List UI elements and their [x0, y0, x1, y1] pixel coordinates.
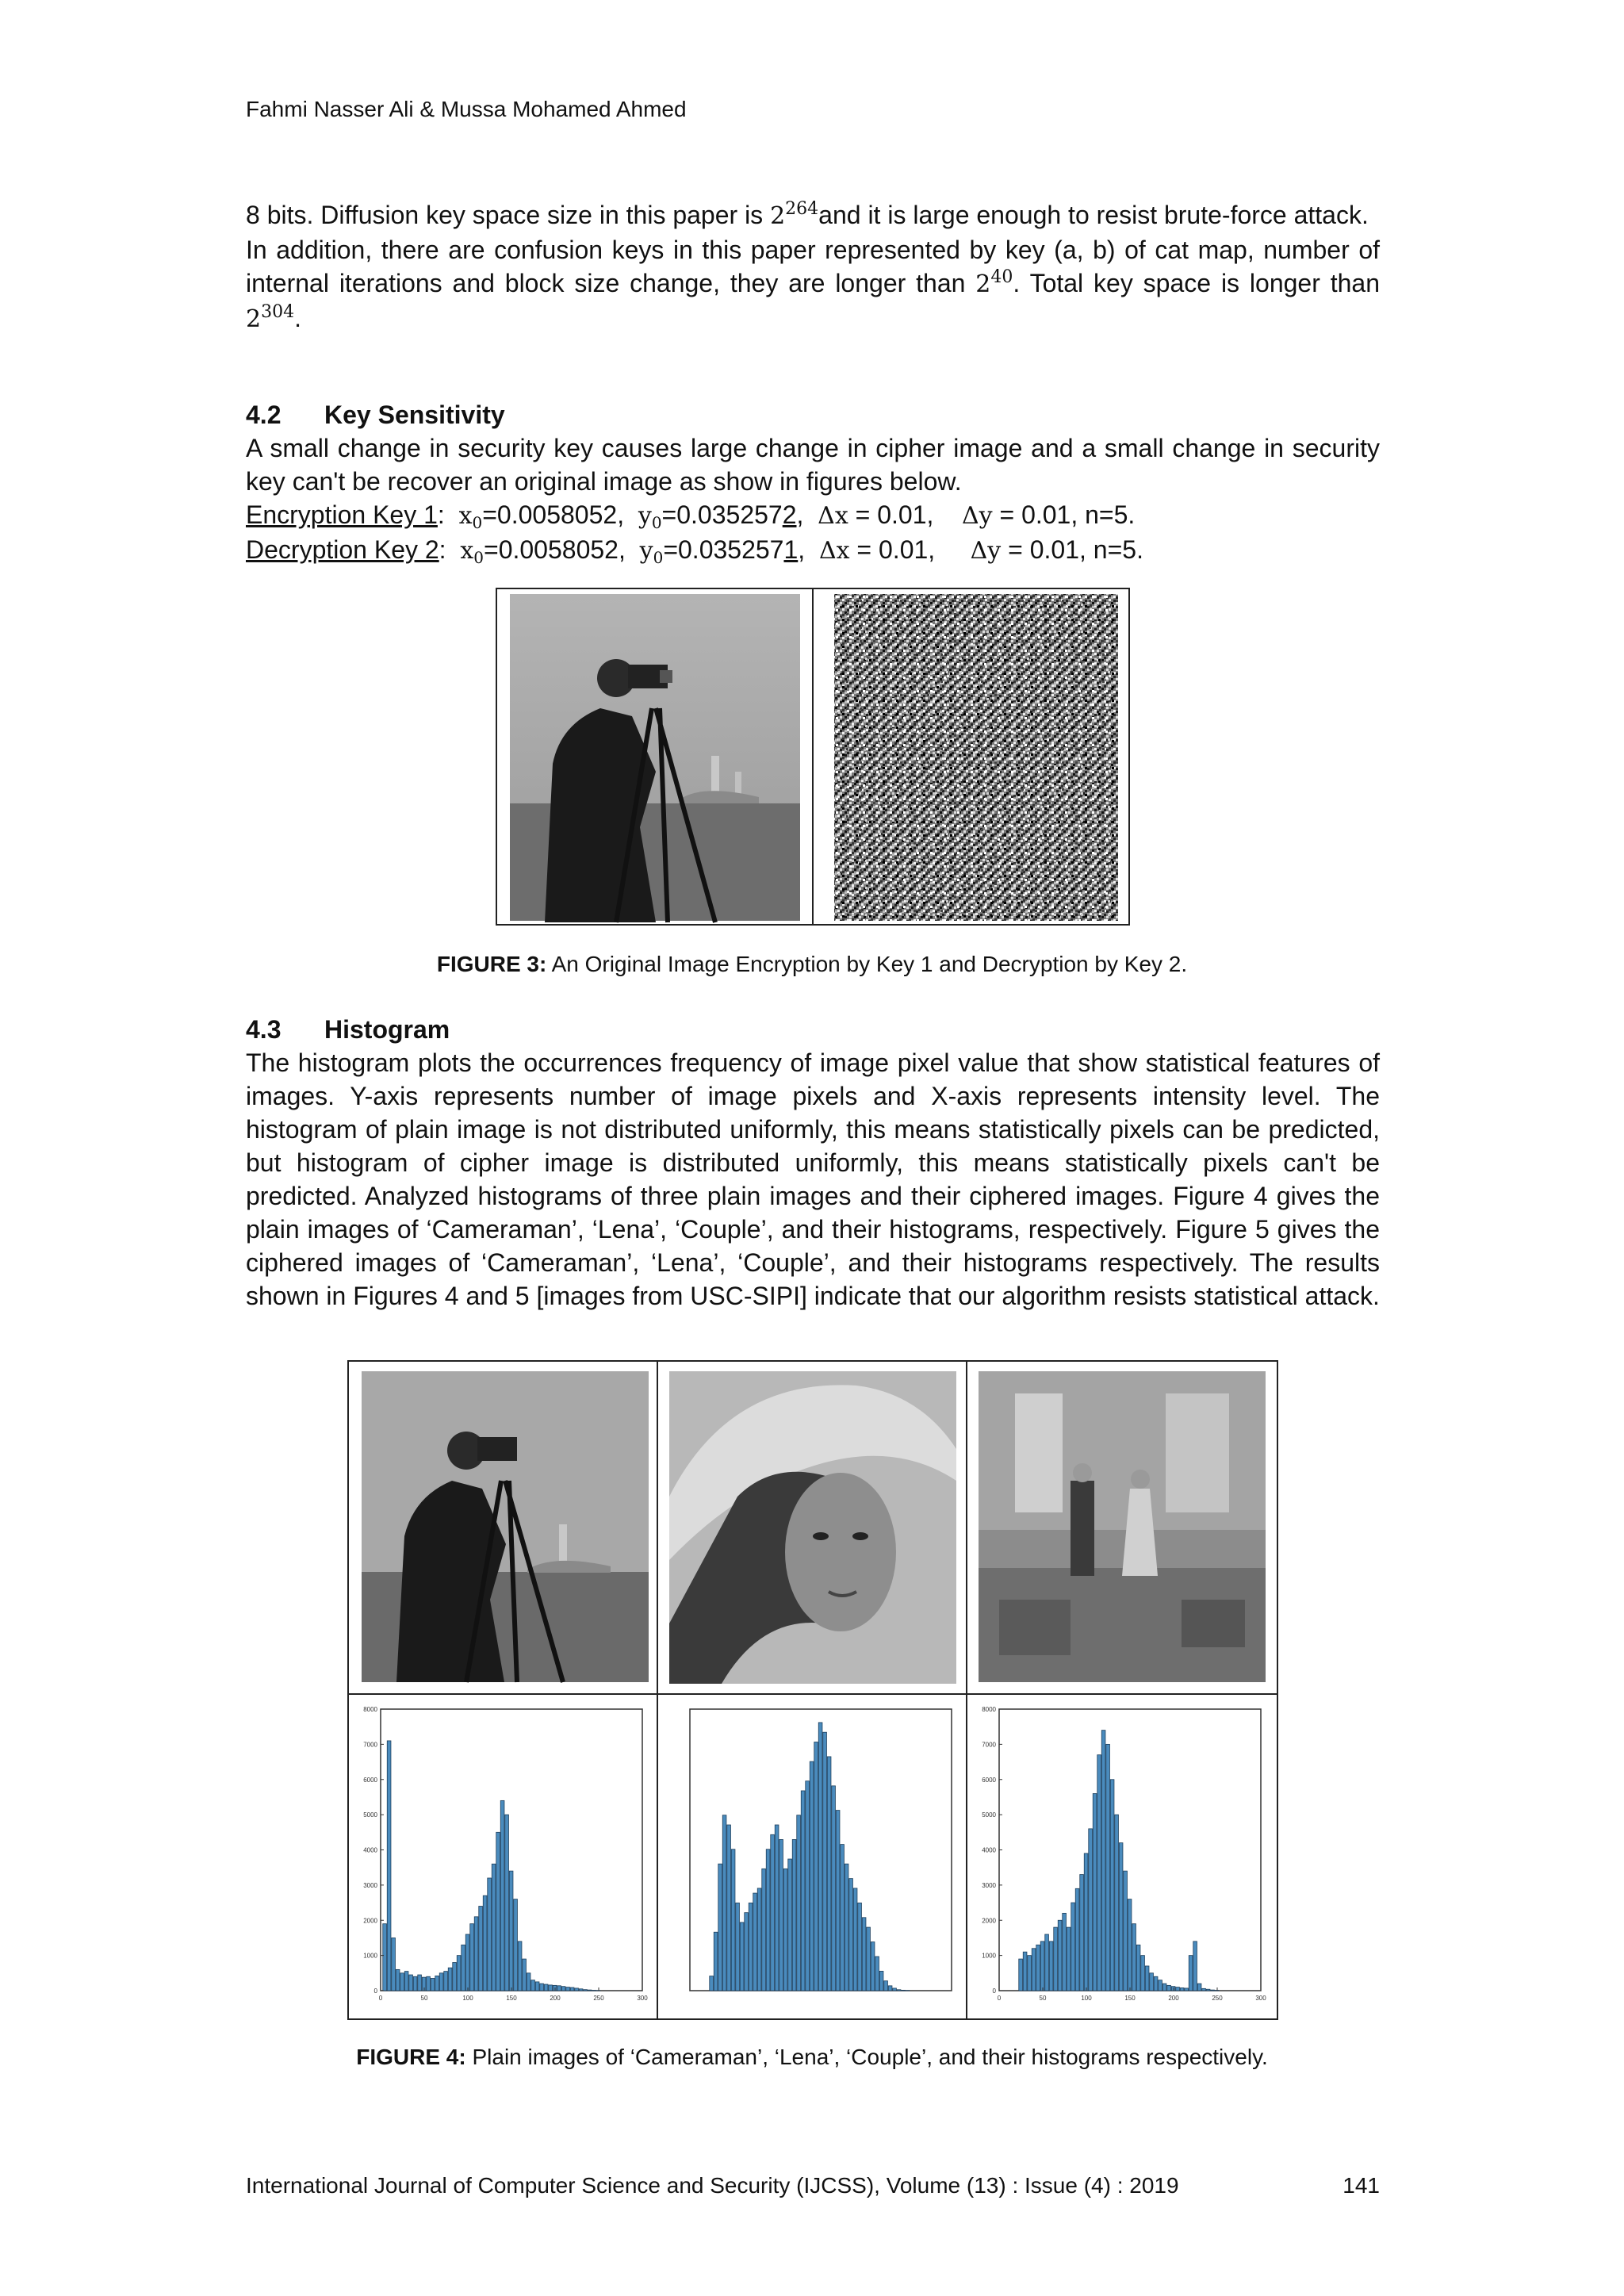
decryption-key-line: Decryption Key 2: $x_0=0.0058052$, $y_0=0.0352571$, Δx = 0.01, Δy = 0.01, n=5.	[246, 535, 1143, 567]
x-tick-label: 200	[550, 1995, 561, 2002]
math-var: Δx	[818, 502, 848, 530]
histogram-bar	[1075, 1888, 1079, 1991]
x-tick-label: 250	[593, 1995, 604, 2002]
lena-plain-image	[658, 1362, 967, 1695]
x-tick-label: 50	[420, 1995, 428, 2002]
math-exponent: 304	[261, 302, 295, 322]
histogram-bar	[540, 1984, 544, 1991]
math-base: 2	[246, 305, 262, 333]
y-tick-label: 8000	[982, 1706, 996, 1713]
section-body: The histogram plots the occurrences frequency of image pixel value that show statistical features of images. Y-axis represents number of image pixels and X-axis represents intensity level. The histogram of plain image is not distributed uniformly, this means statistically pixels can be predicted, but histogram of cipher image is distributed uniformly, this means statistically pixels can't be predicted. Analyzed histograms of three plain images and their ciphered images. Figure 4 gives the plain images of ‘Cameraman’, ‘Lena’, ‘Couple’, and their histograms, respectively. Figure 5 gives the ciphered images of ‘Cameraman’, ‘Lena’, ‘Couple’, and their histograms respectively. The results shown in Figures 4 and 5 [images from USC-SIPI] indicate that our algorithm resists statistical attack.	[246, 1048, 1380, 1310]
histogram-bar	[488, 1878, 492, 1991]
text-run: 8 bits. Diffusion key space size in this paper is	[246, 201, 771, 229]
histogram-bar	[1058, 1920, 1062, 1991]
y-tick-label: 4000	[982, 1846, 996, 1854]
cameraman-histogram	[349, 1695, 657, 2020]
histogram-bar	[1193, 1941, 1197, 1991]
histogram-bar	[448, 1968, 452, 1991]
y-tick-label: 1000	[363, 1952, 377, 1960]
histogram-bar	[431, 1978, 435, 1991]
caption-label: FIGURE 4:	[356, 2045, 466, 2069]
key-value: =0.0058052,	[482, 500, 625, 529]
key-changed-digit: 2	[782, 500, 797, 529]
histogram-bar	[797, 1815, 801, 1991]
histogram-bar	[710, 1976, 714, 1991]
y-tick-label: 0	[373, 1987, 377, 1995]
histogram-bar	[792, 1839, 796, 1991]
math-var: Δx	[818, 537, 850, 565]
histogram-bar	[1093, 1794, 1097, 1991]
histogram-bar	[745, 1913, 749, 1991]
histogram-bar	[392, 1938, 396, 1991]
section-number: 4.3	[246, 1015, 282, 1044]
histogram-bar	[740, 1922, 744, 1991]
lena-photo	[658, 1362, 966, 1693]
histogram-bar	[570, 1987, 574, 1991]
caption-text: An Original Image Encryption by Key 1 and Decryption by Key 2.	[546, 952, 1188, 976]
histogram-bar	[1054, 1927, 1058, 1991]
histogram-bar	[492, 1864, 496, 1991]
histogram-bar	[387, 1741, 391, 1991]
math-var: x	[460, 537, 474, 565]
figure-4	[347, 1360, 1278, 2020]
histogram-bar	[836, 1811, 840, 1991]
y-tick-label: 6000	[363, 1776, 377, 1784]
histogram-bar	[1032, 1949, 1036, 1991]
math-var: Δy	[961, 502, 993, 530]
histogram-bar	[845, 1864, 848, 1991]
key-label: Encryption Key 1	[246, 500, 438, 529]
histogram-bar	[731, 1849, 735, 1991]
histogram-bar	[1202, 1988, 1206, 1991]
histogram-bar	[1119, 1843, 1123, 1991]
histogram-bar	[1167, 1985, 1171, 1991]
math-var: y	[638, 502, 652, 530]
text-run: . Total key space is longer than	[1013, 269, 1381, 297]
histogram-bar	[753, 1893, 757, 1991]
y-tick-label: 3000	[982, 1881, 996, 1889]
math-base: 2	[770, 202, 786, 230]
histogram-bar	[575, 1988, 579, 1991]
histogram-bar	[1159, 1980, 1162, 1991]
x-tick-label: 100	[1081, 1995, 1092, 2002]
histogram-bar	[549, 1985, 553, 1991]
math-exponent: 40	[990, 267, 1013, 287]
histogram-bar	[418, 1975, 422, 1991]
noise-image	[814, 589, 1128, 924]
histogram-bar	[1211, 1990, 1215, 1991]
histogram-bar	[1106, 1744, 1110, 1991]
histogram-bar	[496, 1832, 500, 1991]
histogram-bar	[427, 1976, 431, 1991]
histogram-bar	[1150, 1973, 1154, 1991]
key-value: = 0.01,	[848, 500, 934, 529]
histogram-bar	[1084, 1853, 1088, 1991]
histogram-bar	[884, 1981, 888, 1991]
math-var: x	[458, 502, 473, 530]
histogram-bar	[801, 1791, 805, 1991]
histogram-bar	[849, 1879, 853, 1991]
section-4-2	[246, 398, 1380, 568]
y-tick-label: 7000	[363, 1741, 377, 1749]
histogram-bar	[1115, 1815, 1119, 1991]
histogram-bar	[531, 1980, 535, 1991]
math-var: y	[639, 537, 653, 565]
text-run: In addition, there are confusion keys in this paper represented by key (a, b) of cat map, number of internal iterations and block size change, they are longer than	[246, 236, 1380, 297]
histogram-bar	[779, 1839, 783, 1991]
y-tick-label: 5000	[982, 1811, 996, 1819]
histogram-bar	[444, 1972, 448, 1991]
math-sub: 0	[472, 513, 483, 532]
histogram-bar	[1132, 1924, 1136, 1991]
histogram-bar	[1049, 1941, 1053, 1991]
x-tick-label: 150	[1124, 1995, 1136, 2002]
key-changed-digit: 1	[783, 535, 799, 564]
y-tick-label: 1000	[982, 1952, 996, 1960]
histogram-bar	[1110, 1780, 1114, 1991]
histogram-bar	[853, 1888, 857, 1991]
histogram-bar	[888, 1986, 892, 1991]
x-tick-label: 100	[462, 1995, 473, 2002]
histogram-bar	[1040, 1941, 1044, 1991]
math-exponent: 264	[785, 199, 819, 219]
histogram-bar	[1176, 1987, 1180, 1991]
key-value: =0.035257	[663, 535, 784, 564]
histogram-bar	[757, 1888, 761, 1991]
y-tick-label: 3000	[363, 1881, 377, 1889]
histogram-bar	[902, 1990, 906, 1991]
histogram-bar	[479, 1907, 483, 1991]
cameraman-histogram-cell	[349, 1695, 658, 2020]
key-value: = 0.01, n=5.	[1001, 535, 1143, 564]
histogram-bar	[396, 1969, 400, 1991]
histogram-bar	[714, 1932, 718, 1991]
histogram-bar	[1206, 1989, 1210, 1991]
histogram-bar	[1197, 1984, 1201, 1991]
figure-4-caption	[0, 2045, 1624, 2070]
histogram-bar	[823, 1732, 827, 1991]
math-sub: 0	[653, 548, 664, 567]
histogram-bar	[893, 1988, 897, 1991]
section-title: Histogram	[324, 1015, 450, 1044]
cameraman-photo	[349, 1362, 657, 1693]
histogram-bar	[1124, 1871, 1128, 1991]
y-tick-label: 2000	[363, 1917, 377, 1925]
math-var: Δy	[970, 537, 1002, 565]
y-tick-label: 4000	[363, 1846, 377, 1854]
histogram-bar	[871, 1942, 875, 1991]
cameraman-plain-image	[349, 1362, 658, 1695]
histogram-bar	[766, 1849, 770, 1991]
histogram-bar	[814, 1742, 818, 1991]
histogram-bar	[775, 1825, 779, 1991]
x-tick-label: 300	[637, 1995, 648, 2002]
histogram-bar	[1141, 1956, 1145, 1991]
cameraman-photo	[497, 589, 811, 924]
x-tick-label: 200	[1168, 1995, 1179, 2002]
key-label: Decryption Key 2	[246, 535, 439, 564]
x-tick-label: 250	[1212, 1995, 1223, 2002]
histogram-bar	[1162, 1984, 1166, 1991]
section-heading	[246, 1013, 1380, 1046]
histogram-bar	[1189, 1956, 1193, 1991]
histogram-bar	[1036, 1945, 1040, 1991]
histogram-bar	[827, 1757, 831, 1991]
histogram-bar	[527, 1973, 530, 1991]
histogram-bar	[1097, 1755, 1101, 1991]
section-title: Key Sensitivity	[324, 401, 505, 429]
math-base: 2	[975, 270, 991, 298]
math-sub: 0	[473, 548, 484, 567]
histogram-bar	[457, 1956, 461, 1991]
histogram-bar	[897, 1990, 901, 1991]
key-value: =0.0058052,	[484, 535, 626, 564]
figure-3	[496, 588, 1130, 926]
histogram-bar	[383, 1924, 387, 1991]
histogram-bar	[404, 1972, 408, 1991]
lena-histogram	[658, 1695, 966, 2020]
page-number: 141	[1342, 2173, 1380, 2198]
histogram-bar	[557, 1986, 561, 1991]
histogram-bar	[771, 1834, 775, 1991]
histogram-bar	[1089, 1829, 1093, 1991]
text-run: and it is large enough to resist brute-force attack.	[818, 201, 1369, 229]
key-value: =0.035257	[661, 500, 783, 529]
histogram-bar	[1136, 1945, 1140, 1991]
x-tick-label: 150	[506, 1995, 517, 2002]
histogram-bar	[788, 1859, 792, 1991]
y-tick-label: 8000	[363, 1706, 377, 1713]
histogram-bar	[722, 1815, 726, 1991]
histogram-bar	[1023, 1952, 1027, 1991]
histogram-bar	[727, 1825, 731, 1991]
section-heading	[246, 398, 1380, 431]
key-value: = 0.01,	[849, 535, 936, 564]
histogram-bar	[832, 1786, 836, 1991]
histogram-bar	[783, 1869, 787, 1991]
figure-3-caption	[0, 952, 1624, 977]
couple-photo	[967, 1362, 1275, 1693]
histogram-bar	[1180, 1987, 1184, 1991]
histogram-bar	[1080, 1875, 1084, 1991]
histogram-bar	[561, 1987, 565, 1991]
histogram-bar	[875, 1957, 879, 1991]
histogram-bar	[514, 1899, 518, 1991]
histogram-bar	[736, 1903, 740, 1991]
section-4-3	[246, 1013, 1380, 1313]
histogram-bar	[879, 1971, 883, 1991]
histogram-bar	[1185, 1988, 1189, 1991]
histogram-bar	[749, 1903, 753, 1991]
journal-citation: International Journal of Computer Science and Security (IJCSS), Volume (13) : Issue (4) : 2019	[246, 2173, 1179, 2198]
histogram-bar	[474, 1917, 478, 1991]
y-tick-label: 6000	[982, 1776, 996, 1784]
histogram-bar	[862, 1918, 866, 1991]
math-sub: 0	[651, 513, 662, 532]
x-tick-label: 0	[997, 1995, 1002, 2002]
histogram-bar	[1154, 1976, 1158, 1991]
cameraman-original-image	[497, 589, 812, 924]
histogram-bar	[1063, 1913, 1067, 1991]
histogram-bar	[841, 1845, 845, 1991]
histogram-bar	[566, 1987, 570, 1991]
histogram-bar	[588, 1990, 592, 1991]
histogram-bar	[1028, 1956, 1032, 1991]
histogram-bar	[462, 1945, 465, 1991]
histogram-bar	[1145, 1966, 1149, 1991]
histogram-bar	[523, 1959, 527, 1991]
y-tick-label: 2000	[982, 1917, 996, 1925]
histogram-bar	[1067, 1927, 1071, 1991]
histogram-bar	[810, 1761, 814, 1991]
histogram-bar	[505, 1815, 509, 1991]
histogram-bar	[818, 1723, 822, 1991]
histogram-bar	[409, 1975, 413, 1991]
histogram-bar	[413, 1976, 417, 1991]
caption-label: FIGURE 3:	[436, 952, 547, 976]
histogram-bar	[435, 1976, 439, 1991]
page-footer	[246, 2173, 1380, 2198]
histogram-bar	[544, 1984, 548, 1991]
x-tick-label: 0	[378, 1995, 383, 2002]
histogram-bar	[1019, 1959, 1023, 1991]
section-body: A small change in security key causes large change in cipher image and a small change in security key can't be recover an original image as show in figures below.	[246, 434, 1380, 496]
histogram-bar	[500, 1800, 504, 1991]
intro-text	[246, 198, 1380, 336]
histogram-bar	[400, 1973, 404, 1991]
y-tick-label: 0	[992, 1987, 996, 1995]
histogram-bar	[762, 1869, 766, 1991]
decrypted-with-wrong-key-image	[812, 589, 1128, 924]
histogram-bar	[1101, 1731, 1105, 1991]
histogram-bar	[465, 1934, 469, 1991]
histogram-bar	[535, 1982, 539, 1991]
couple-histogram	[967, 1695, 1275, 2020]
histogram-bar	[453, 1963, 457, 1991]
intro-paragraph-2	[246, 233, 1380, 336]
section-number: 4.2	[246, 401, 282, 429]
histogram-bar	[483, 1895, 487, 1991]
histogram-bar	[1045, 1934, 1049, 1991]
encryption-key-line: Encryption Key 1: $x_0=0.0058052$, $y_0=0.0352572$, Δx = 0.01, Δy = 0.01, n=5.	[246, 500, 1136, 532]
caption-text: Plain images of ‘Cameraman’, ‘Lena’, ‘Couple’, and their histograms respectively.	[465, 2045, 1268, 2069]
key-value: = 0.01, n=5.	[992, 500, 1136, 529]
histogram-bar	[509, 1871, 513, 1991]
histogram-bar	[439, 1973, 443, 1991]
y-tick-label: 7000	[982, 1741, 996, 1749]
x-tick-label: 50	[1039, 1995, 1047, 2002]
histogram-bar	[470, 1924, 474, 1991]
y-tick-label: 5000	[363, 1811, 377, 1819]
histogram-bar	[518, 1941, 522, 1991]
histogram-bar	[584, 1990, 588, 1991]
histogram-bar	[867, 1927, 871, 1991]
running-header: Fahmi Nasser Ali & Mussa Mohamed Ahmed	[246, 97, 687, 121]
histogram-bar	[718, 1864, 722, 1991]
couple-histogram-cell	[967, 1695, 1277, 2020]
histogram-bar	[1128, 1899, 1132, 1991]
lena-histogram-cell	[658, 1695, 967, 2020]
histogram-bar	[1071, 1903, 1075, 1991]
x-tick-label: 300	[1255, 1995, 1266, 2002]
intro-paragraph-1	[246, 198, 1380, 233]
histogram-bar	[806, 1781, 810, 1991]
histogram-bar	[579, 1989, 583, 1991]
histogram-bar	[858, 1903, 862, 1991]
couple-plain-image	[967, 1362, 1277, 1695]
text-run: .	[294, 304, 301, 332]
